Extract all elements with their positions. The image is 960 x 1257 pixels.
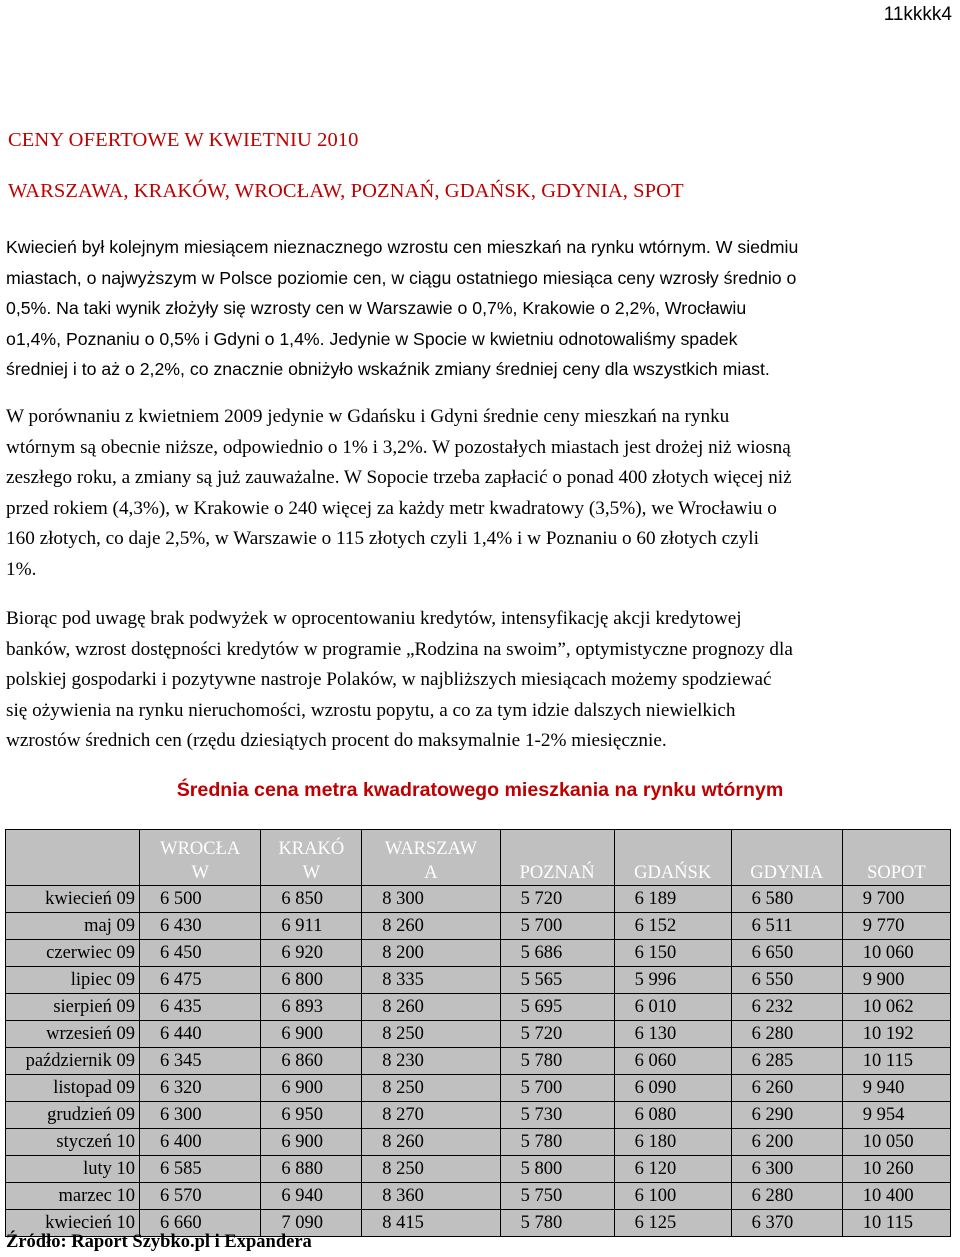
price-cell: 6 430 [140,913,261,940]
price-cell: 10 115 [842,1210,950,1237]
month-cell: sierpień 09 [6,994,140,1021]
price-cell: 9 700 [842,886,950,913]
month-cell: kwiecień 09 [6,886,140,913]
table-row [6,1129,951,1156]
header-krakow: KRAKÓ W [261,830,362,886]
price-cell: 5 720 [500,1021,614,1048]
price-cell: 6 900 [261,1075,362,1102]
paragraph-year-comparison [6,402,952,586]
paragraph-april-summary [6,232,952,385]
price-cell: 6 100 [614,1183,731,1210]
price-cell: 5 780 [500,1129,614,1156]
table-row [6,1021,951,1048]
price-cell: 6 511 [731,913,842,940]
price-cell: 6 090 [614,1075,731,1102]
price-cell: 6 125 [614,1210,731,1237]
price-cell: 10 062 [842,994,950,1021]
paragraph-line: zeszłego roku, a zmiany są już zauważalne. W Sopocie trzeba zapłacić o ponad 400 złotych więcej niż [6,467,792,489]
paragraph-line: banków, wzrost dostępności kredytów w programie „Rodzina na swoim”, optymistyczne prognozy dla [6,638,793,660]
table-row [6,1048,951,1075]
price-cell: 10 400 [842,1183,950,1210]
header-poznan: POZNAŃ [500,830,614,886]
price-cell: 10 115 [842,1048,950,1075]
price-cell: 6 060 [614,1048,731,1075]
source-note: Źródło: Raport Szybko.pl i Expandera [6,1232,312,1252]
paragraph-line: przed rokiem (4,3%), w Krakowie o 240 więcej za każdy metr kwadratowy (3,5%), we Wrocławiu o [6,497,777,519]
month-cell: marzec 10 [6,1183,140,1210]
table-row [6,994,951,1021]
document-title: CENY OFERTOWE W KWIETNIU 2010 [8,129,359,151]
price-cell: 6 200 [731,1129,842,1156]
table-row [6,1075,951,1102]
price-cell: 6 290 [731,1102,842,1129]
price-cell: 9 770 [842,913,950,940]
price-cell: 5 780 [500,1048,614,1075]
table-title: Średnia cena metra kwadratowego mieszkania na rynku wtórnym [176,779,784,801]
price-cell: 6 650 [731,940,842,967]
price-cell: 6 320 [140,1075,261,1102]
price-cell: 6 911 [261,913,362,940]
price-cell: 6 152 [614,913,731,940]
price-cell: 8 200 [362,940,500,967]
price-cell: 8 335 [362,967,500,994]
paragraph-line: Kwiecień był kolejnym miesiącem nieznacznego wzrostu cen mieszkań na rynku wtórnym. W siedmiu [6,237,799,257]
price-cell: 5 695 [500,994,614,1021]
price-cell: 6 450 [140,940,261,967]
price-cell: 6 345 [140,1048,261,1075]
paragraph-line: się ożywienia na rynku nieruchomości, wzrostu popytu, a co za tym idzie dalszych niewielkich [6,699,736,721]
price-cell: 5 686 [500,940,614,967]
price-cell: 6 850 [261,886,362,913]
price-cell: 6 893 [261,994,362,1021]
price-cell: 5 750 [500,1183,614,1210]
paragraph-line: 1%. [6,558,37,580]
table-row [6,1156,951,1183]
price-cell: 6 660 [140,1210,261,1237]
price-cell: 6 180 [614,1129,731,1156]
header-corner-cell [6,830,140,886]
paragraph-line: 160 złotych, co daje 2,5%, w Warszawie o 115 złotych czyli 1,4% i w Poznaniu o 60 złotych czyli [6,528,759,550]
header-gdansk: GDAŃSK [614,830,731,886]
price-cell: 6 232 [731,994,842,1021]
price-cell: 6 285 [731,1048,842,1075]
price-cell: 10 192 [842,1021,950,1048]
price-cell: 8 260 [362,913,500,940]
paragraph-outlook [6,604,952,757]
price-cell: 9 954 [842,1102,950,1129]
price-cell: 8 230 [362,1048,500,1075]
month-cell: styczeń 10 [6,1129,140,1156]
price-cell: 6 500 [140,886,261,913]
month-cell: maj 09 [6,913,140,940]
price-cell: 6 860 [261,1048,362,1075]
table-row [6,940,951,967]
price-cell: 8 300 [362,886,500,913]
price-cell: 6 300 [140,1102,261,1129]
table-row [6,1102,951,1129]
price-cell: 5 730 [500,1102,614,1129]
price-cell: 10 260 [842,1156,950,1183]
month-cell: listopad 09 [6,1075,140,1102]
price-cell: 6 880 [261,1156,362,1183]
price-cell: 10 050 [842,1129,950,1156]
price-cell: 6 150 [614,940,731,967]
month-cell: grudzień 09 [6,1102,140,1129]
price-cell: 6 940 [261,1183,362,1210]
paragraph-line: miastach, o najwyższym w Polsce poziomie cen, w ciągu ostatniego miesiąca ceny wzrosły średnio o [6,267,797,288]
price-cell: 10 060 [842,940,950,967]
price-cell: 5 565 [500,967,614,994]
price-cell: 6 120 [614,1156,731,1183]
price-cell: 6 900 [261,1021,362,1048]
price-cell: 6 920 [261,940,362,967]
price-cell: 8 415 [362,1210,500,1237]
price-cell: 8 260 [362,1129,500,1156]
header-gdynia: GDYNIA [731,830,842,886]
price-cell: 6 435 [140,994,261,1021]
price-cell: 9 900 [842,967,950,994]
price-cell: 8 360 [362,1183,500,1210]
page-code: 11kkkk4 [883,4,952,25]
price-cell: 6 585 [140,1156,261,1183]
price-cell: 5 700 [500,1075,614,1102]
table-row [6,886,951,913]
price-cell: 6 080 [614,1102,731,1129]
price-cell: 5 800 [500,1156,614,1183]
table-row [6,1183,951,1210]
price-cell: 6 280 [731,1021,842,1048]
price-cell: 6 440 [140,1021,261,1048]
table-row [6,967,951,994]
month-cell: kwiecień 10 [6,1210,140,1237]
price-cell: 6 010 [614,994,731,1021]
paragraph-line: o1,4%, Poznaniu o 0,5% i Gdyni o 1,4%. Jedynie w Spocie w kwietniu odnotowaliśmy spadek [6,328,738,349]
header-wroclaw: WROCŁA W [140,830,261,886]
price-cell: 8 260 [362,994,500,1021]
price-cell: 6 570 [140,1183,261,1210]
document-subtitle-cities: WARSZAWA, KRAKÓW, WROCŁAW, POZNAŃ, GDAŃSK, GDYNIA, SPOT [8,180,684,202]
month-cell: lipiec 09 [6,967,140,994]
price-cell: 6 260 [731,1075,842,1102]
table-header-row [6,830,951,886]
header-sopot: SOPOT [842,830,950,886]
price-cell: 6 280 [731,1183,842,1210]
month-cell: wrzesień 09 [6,1021,140,1048]
paragraph-line: Biorąc pod uwagę brak podwyżek w oprocentowaniu kredytów, intensyfikację akcji kredytowej [6,608,742,629]
paragraph-line: polskiej gospodarki i pozytywne nastroje Polaków, w najbliższych miesiącach możemy spodziewać [6,669,772,691]
price-cell: 7 090 [261,1210,362,1237]
price-cell: 6 900 [261,1129,362,1156]
month-cell: czerwiec 09 [6,940,140,967]
price-cell: 6 550 [731,967,842,994]
paragraph-line: wtórnym są obecnie niższe, odpowiednio o 1% i 3,2%. W pozostałych miastach jest drożej niż wiosną [6,436,791,458]
price-cell: 6 800 [261,967,362,994]
header-warszawa: WARSZAW A [362,830,500,886]
price-cell: 9 940 [842,1075,950,1102]
paragraph-line: W porównaniu z kwietniem 2009 jedynie w Gdańsku i Gdyni średnie ceny mieszkań na rynku [6,406,730,427]
price-cell: 6 580 [731,886,842,913]
price-cell: 5 720 [500,886,614,913]
paragraph-line: średniej i to aż o 2,2%, co znacznie obniżyło wskaźnik zmiany średniej ceny dla wszystkich miast. [6,359,770,379]
price-cell: 5 700 [500,913,614,940]
price-cell: 6 370 [731,1210,842,1237]
price-cell: 8 270 [362,1102,500,1129]
price-cell: 8 250 [362,1156,500,1183]
month-cell: luty 10 [6,1156,140,1183]
price-cell: 6 130 [614,1021,731,1048]
price-cell: 6 475 [140,967,261,994]
price-cell: 6 300 [731,1156,842,1183]
price-cell: 8 250 [362,1021,500,1048]
paragraph-line: wzrostów średnich cen (rzędu dziesiątych procent do maksymalnie 1-2% miesięcznie. [6,730,667,752]
price-cell: 6 950 [261,1102,362,1129]
price-cell: 6 189 [614,886,731,913]
month-cell: październik 09 [6,1048,140,1075]
price-cell: 6 400 [140,1129,261,1156]
table-row [6,913,951,940]
price-table [5,829,951,1237]
paragraph-line: 0,5%. Na taki wynik złożyły się wzrosty cen w Warszawie o 0,7%, Krakowie o 2,2%, Wrocławiu [6,298,747,318]
price-cell: 8 250 [362,1075,500,1102]
price-cell: 5 780 [500,1210,614,1237]
price-cell: 5 996 [614,967,731,994]
